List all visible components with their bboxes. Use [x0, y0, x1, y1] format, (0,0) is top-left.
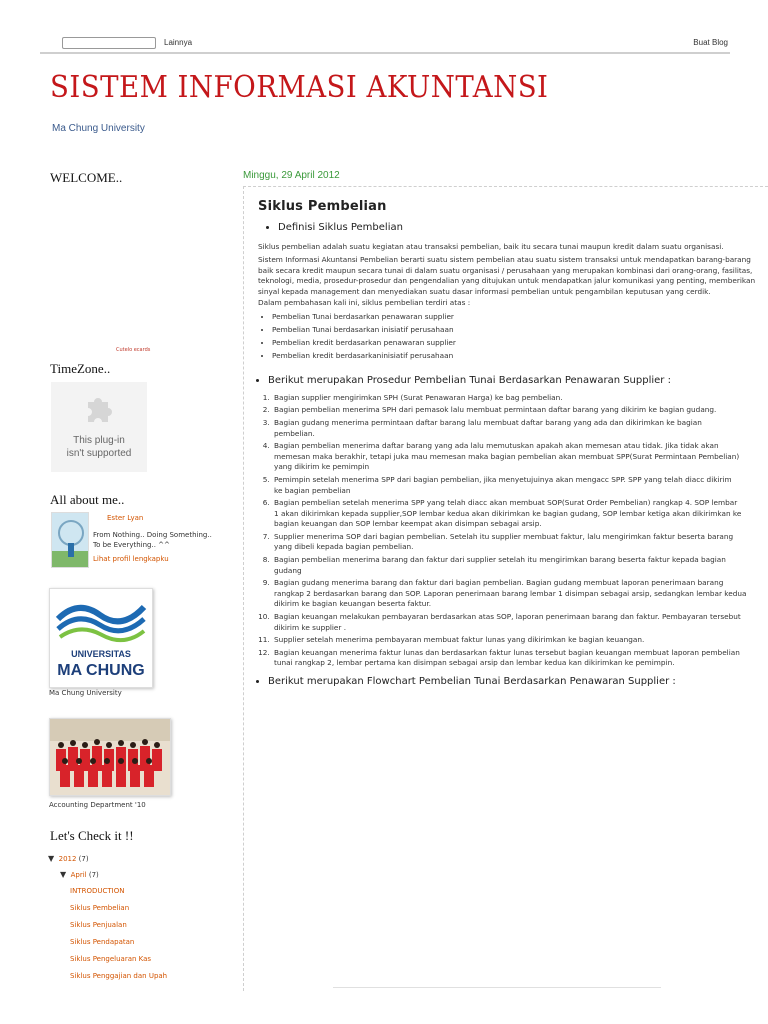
archive-year-count: (7) [78, 855, 89, 863]
post-paragraph: Sistem Informasi Akuntansi Pembelian berarti suatu sistem pembelian atau suatu sistem transaksi untuk mendapatkan barang-barang [258, 255, 751, 265]
ma-chung-logo [49, 588, 153, 688]
purchase-types-list [258, 310, 763, 362]
archive-month-count: (7) [88, 871, 99, 879]
group-photo [49, 718, 171, 796]
step-line: 11. Supplier setelah menerima pembayaran membuat faktur lunas yang dikirimkan ke bagian keuangan. [274, 635, 645, 645]
archive-post-link[interactable]: Siklus Pembelian [70, 904, 130, 912]
step-line: bagian keuangan dan SOP lembar keempat akan disimpan sebagai arsip. [274, 519, 542, 529]
post-paragraph: teknologi, media, prosedur-prosedur dan pengendalian yang ditujukan untuk mendapatkan jalur komunikasi yang penting, memberikan [258, 276, 756, 286]
step-line: 4. Bagian pembelian menerima daftar barang yang ada lalu memutuskan apakah akan memesan atau tidak. Jika tidak akan [274, 441, 719, 451]
step-line: 8. Bagian pembelian menerima barang dan faktur dari supplier setelah itu mengirimkan barang beserta faktur kepada bagian [274, 555, 726, 565]
archive-post-link[interactable]: Siklus Penjualan [70, 921, 127, 929]
step-line: gudang [274, 565, 302, 575]
puzzle-piece-icon [84, 392, 114, 422]
logo-text-universitas: UNIVERSITAS [71, 649, 131, 659]
step-line: 3. Bagian gudang menerima permintaan daftar barang lalu membuat daftar barang yang ada dan dikirimkan ke bagian [274, 417, 702, 427]
archive-post-link[interactable]: Siklus Penggajian dan Upah [70, 972, 168, 980]
timezone-widget-title: TimeZone.. [50, 361, 111, 376]
post-paragraph: Siklus pembelian adalah suatu kegiatan atau transaksi pembelian, baik itu secara tunai maupun kredit dalam suatu organisasi. [258, 241, 724, 251]
archive-year-row [48, 851, 167, 867]
profile-about-line2: To be Everything.. ^^ [93, 541, 170, 549]
post [243, 186, 768, 991]
archive-widget-title: Let's Check it !! [50, 828, 134, 843]
divider [333, 987, 661, 988]
list-item: • Pembelian kredit berdasarkaninisiatif perusahaan [272, 349, 763, 362]
step-line: 7. Supplier menerima SOP dari bagian pembelian. Setelah itu supplier membuat faktur, lalu mengirimkan faktur beserta barang [274, 531, 734, 541]
step-line: 1. Bagian supplier mengirimkan SPH (Surat Penawaran Harga) ke bag pembelian. [274, 392, 563, 402]
archive-month-row [48, 867, 167, 883]
procedure-steps-list [258, 393, 763, 669]
profile-about-text [93, 530, 223, 550]
logo-caption: Ma Chung University [49, 689, 122, 697]
list-item: • Pembelian kredit berdasarkan penawaran supplier [272, 336, 763, 349]
section-heading-flowchart: • Berikut merupakan Flowchart Pembelian Tunai Berdasarkan Penawaran Supplier : [268, 677, 763, 688]
collapse-triangle-icon[interactable]: ▼ [60, 870, 67, 879]
step-line: dikirim ke bagian keuangan beserta faktur. [274, 599, 432, 609]
plugin-message-line1: This plug-in [73, 435, 125, 446]
unsupported-plugin [51, 382, 147, 472]
blog-title[interactable]: SISTEM INFORMASI AKUNTANSI [50, 70, 549, 105]
archive-month-link[interactable]: April [70, 871, 87, 879]
collapse-triangle-icon[interactable]: ▼ [48, 854, 55, 863]
create-blog-link[interactable]: Buat Blog [693, 38, 728, 47]
post-paragraph: baik secara kredit maupun secara tunai di dalam suatu organisasi / perusahaan yang merupakan kombinasi dari orang-orang, fasilitas, [258, 265, 753, 275]
step-line: pembelian. [274, 428, 315, 438]
archive-year-link[interactable]: 2012 [58, 855, 77, 863]
post-body [258, 223, 763, 688]
profile-name-link[interactable]: Ester Lyan [107, 514, 144, 522]
step-line: dikirim ke supplier . [274, 622, 347, 632]
step-line: ke bagian pembelian [274, 485, 351, 495]
list-item: • Pembelian Tunai berdasarkan inisiatif perusahaan [272, 323, 763, 336]
about-widget-title: All about me.. [50, 492, 125, 507]
archive-post-link[interactable]: Siklus Pengeluaran Kas [70, 955, 152, 963]
step-line: 6. Bagian pembelian setelah menerima SPP yang telah diacc akan membuat SOP(Surat Order Pembelian) rangkap 4. SOP lembar [274, 498, 738, 508]
step-line: yang dibeli kepada bagian pembelian. [274, 542, 414, 552]
cutelo-ecards-link[interactable]: Cutelo ecards [116, 347, 151, 353]
step-line: 10. Bagian keuangan melakukan pembayaran berdasarkan atas SOP, laporan penerimaan barang dan faktur. Pembayaran tersebut [274, 612, 741, 622]
step-line: 9. Bagian gudang menerima barang dan faktur dari bagian pembelian. Bagian gudang membuat laporan penerimaan barang [274, 578, 724, 588]
group-photo-caption: Accounting Department '10 [49, 801, 146, 809]
post-title[interactable]: Siklus Pembelian [258, 199, 387, 214]
step-line: memesan maka berakhir, tetapi juka mau memesan maka bagian pembelian akan membuat SPP(Surat Permintaan Pembelian) [274, 451, 740, 461]
step-line: yang dikirim ke pemimpin [274, 462, 370, 472]
blogger-navbar [40, 30, 730, 54]
profile-photo[interactable] [51, 512, 89, 568]
step-line: rangkap 2 berdasarkan barang dan SOP. Laporan penerimaan barang lembar 1 disimpan sebagai arsip, sedangkan lembar kedua [274, 588, 747, 598]
blog-description: Ma Chung University [52, 123, 145, 134]
step-line: tunai rangkap 2, lembar pertama kan disimpan sebagai arsip dan lembar kedua kan dikirimkan ke pemimpin. [274, 658, 675, 668]
archive-post-link[interactable]: Siklus Pendapatan [70, 938, 135, 946]
section-heading-definition: • Definisi Siklus Pembelian [278, 223, 763, 234]
profile-about-line1: From Nothing.. Doing Something.. [93, 531, 212, 539]
archive-post-link[interactable]: INTRODUCTION [70, 887, 125, 895]
blog-archive [48, 851, 167, 985]
post-paragraph: Dalam pembahasan kali ini, siklus pembelian terdiri atas : [258, 297, 471, 307]
step-line: 1 akan dikirimkan kepada supplier,SOP lembar kedua akan dikirimkan ke bagian gudang, SOP lembar ketiga akan dikirimkan ke [274, 508, 742, 518]
post-date-header: Minggu, 29 April 2012 [243, 170, 340, 181]
more-link[interactable]: Lainnya [164, 38, 193, 47]
step-line: 5. Pemimpin setelah menerima SPP dari bagian pembelian, jika menyetujuinya akan mengacc SPP. SPP yang telah diacc dikirim [274, 474, 732, 484]
welcome-widget-title: WELCOME.. [50, 170, 123, 185]
list-item: • Pembelian Tunai berdasarkan penawaran supplier [272, 310, 763, 323]
logo-text-machung: MA CHUNG [57, 662, 145, 679]
section-heading-procedure: • Berikut merupakan Prosedur Pembelian Tunai Berdasarkan Penawaran Supplier : [268, 376, 763, 387]
plugin-message-line2: isn't supported [66, 448, 132, 459]
step-line: 12. Bagian keuangan menerima faktur lunas dan berdasarkan faktur lunas tersebut bagian keuangan membuat laporan pembelian [274, 647, 740, 657]
view-full-profile-link[interactable]: Lihat profil lengkapku [93, 555, 169, 563]
post-paragraph: sinyal kepada management dan menyediakan suatu dasar informasi pembelian untuk pengambilan keputusan yang cerdik. [258, 286, 711, 296]
step-line: 2. Bagian pembelian menerima SPH dari pemasok lalu membuat permintaan daftar barang yang dikirim ke bagian gudang. [274, 405, 717, 415]
search-input[interactable] [62, 37, 156, 49]
